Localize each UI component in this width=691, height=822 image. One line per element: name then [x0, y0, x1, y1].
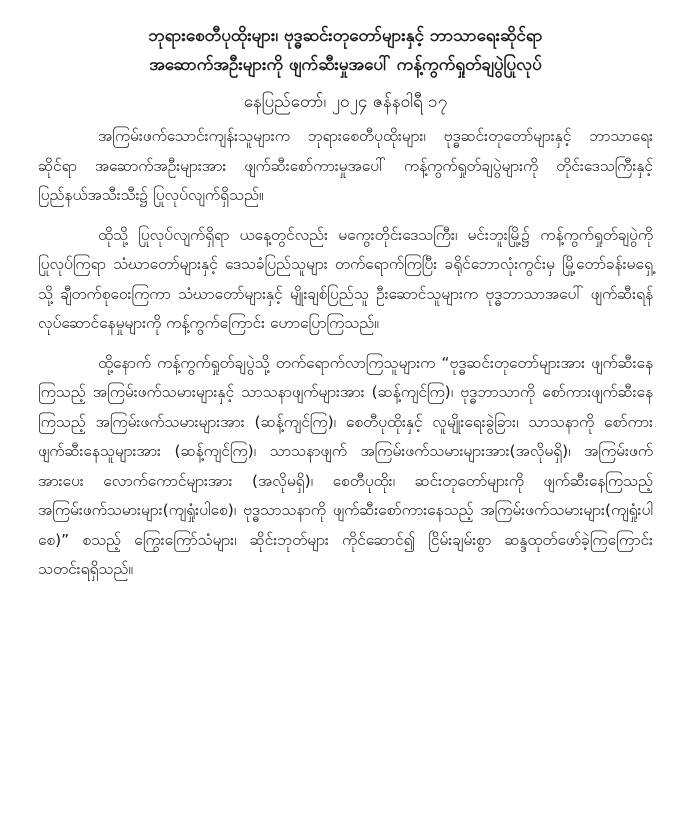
headline-line-2: အဆောက်အဦးများကို ဖျက်ဆီးမှုအပေါ် ကန့်ကွက်ရှုတ်ချပွဲပြုလုပ်	[149, 55, 542, 75]
body-paragraph-2: ထိုသို့ ပြုလုပ်လျက်ရှိရာ ယနေ့တွင်လည်း မကွေးတိုင်းဒေသကြီး၊ မင်းဘူးမြို့၌ ကန့်ကွက်ရှုတ်ချပွဲကို ပြုလုပ်ကြရာ သံဃာတော်များနှင့် ဒေသခံပြည်သူများ တက်ရောက်ကြပြီး ခရိုင်ဘောလုံးကွင်းမှ မြို့တော်ခန်းမရှေ့သို့ ချီတက်စုဝေးကြကာ သံဃာတော်များနှင့် မျိုးချစ်ပြည်သူ ဦးဆောင်သူများက ဗုဒ္ဓဘာသာအပေါ် ဖျက်ဆီးရန် လုပ်ဆောင်နေမှုများကို ကန့်ကွက်ကြောင်း ဟောပြောကြသည်။	[38, 225, 653, 332]
dateline: နေပြည်တော်၊ ၂၀၂၄ ဇန်နဝါရီ ၁၇	[243, 92, 448, 112]
body-paragraph-1: အကြမ်းဖက်သောင်းကျန်းသူများက ဘုရားစေတီပုထိုးများ၊ ဗုဒ္ဓဆင်းတုတော်များနှင့် ဘာသာရေးဆိုင်ရာ အဆောက်အဦးများအား ဖျက်ဆီးစော်ကားမှုအပေါ် ကန့်ကွက်ရှုတ်ချပွဲများကို တိုင်းဒေသကြီးနှင့် ပြည်နယ်အသီးသီး၌ ပြုလုပ်လျက်ရှိသည်။	[38, 127, 653, 204]
body-paragraph-3: ထို့နောက် ကန့်ကွက်ရှုတ်ချပွဲသို့ တက်ရောက်လာကြသူများက “ဗုဒ္ဓဆင်းတုတော်များအား ဖျက်ဆီးနေကြသည့် အကြမ်းဖက်သမားများနှင့် သာသနာဖျက်များအား (ဆန့်ကျင်ကြ)၊ ဗုဒ္ဓဘာသာကို စော်ကားဖျက်ဆီးနေကြသည့် အကြမ်းဖက်သမားများအား (ဆန့်ကျင်ကြ)၊ စေတီပုထိုးနှင့် လူမျိုးရေးခွဲခြား၊ သာသနာကို စော်ကားဖျက်ဆီးနေသူများအား (ဆန့်ကျင်ကြ)၊ သာသနာဖျက် အကြမ်းဖက်သမားများအား(အလိုမရှိ)၊ အကြမ်းဖက်အားပေး လောက်ကောင်များအား (အလိုမရှိ)၊ စေတီပုထိုး၊ ဆင်းတုတော်များကို ဖျက်ဆီးနေကြသည့် အကြမ်းဖက်သမားများ(ကျရှုံးပါစေ)၊ ဗုဒ္ဓသာသနာကို ဖျက်ဆီးစော်ကားနေသည့် အကြမ်းဖက်သမားများ(ကျရှုံးပါစေ)” စသည့် ကြွေးကြော်သံများ၊ ဆိုင်းဘုတ်များ ကိုင်ဆောင်၍ ငြိမ်းချမ်းစွာ ဆန္ဒထုတ်ဖော်ခဲ့ကြကြောင်း သတင်းရရှိသည်။	[38, 353, 653, 578]
headline-line-1: ဘုရားစေတီပုထိုးများ၊ ဗုဒ္ဓဆင်းတုတော်များနှင့် ဘာသာရေးဆိုင်ရာ	[148, 26, 543, 46]
